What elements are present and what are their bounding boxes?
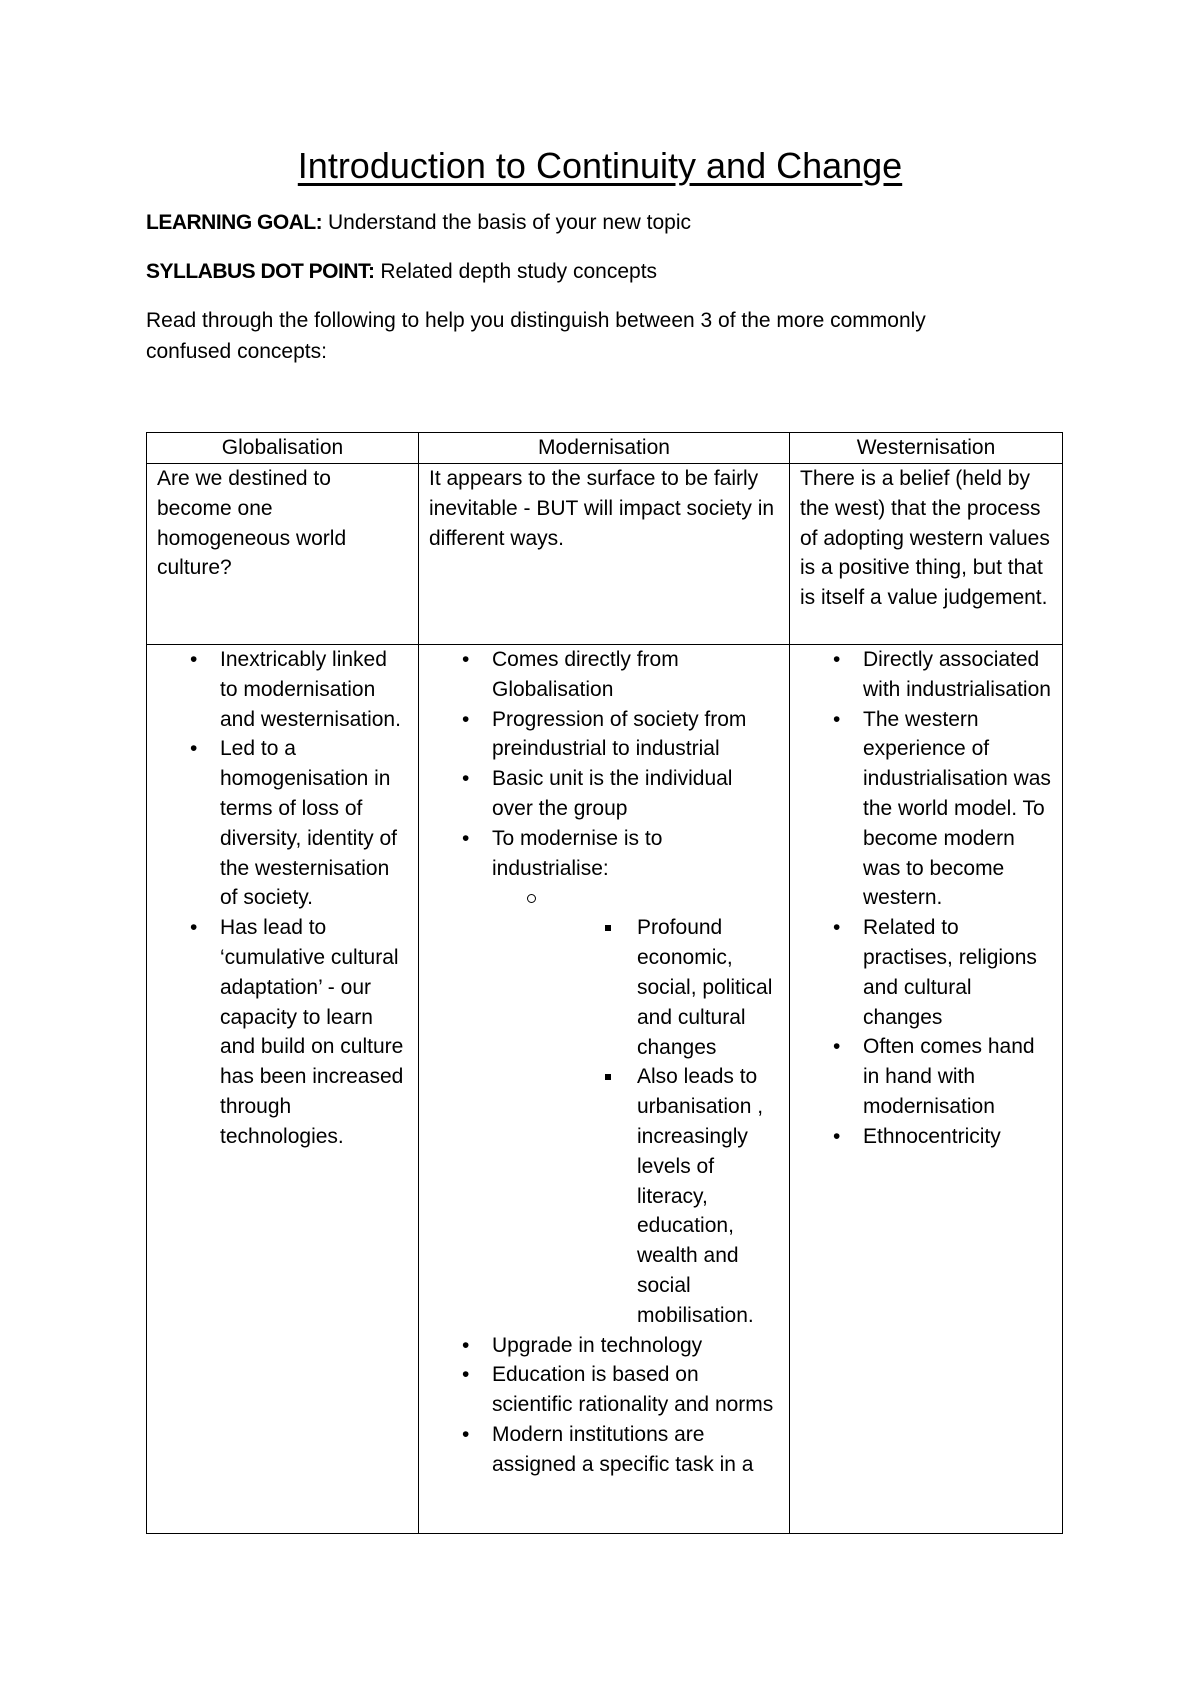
intro-line-2: confused concepts: — [146, 340, 327, 363]
list-item: • Upgrade in technology — [419, 1331, 779, 1361]
concepts-table — [146, 432, 1063, 1534]
intro-paragraph — [146, 305, 1046, 367]
page-title: Introduction to Continuity and Change — [297, 145, 903, 186]
header-westernisation: Westernisation — [790, 433, 1063, 464]
intro-globalisation: Are we destined to become one homogeneous world culture? — [147, 464, 419, 645]
learning-goal-label: LEARNING GOAL: — [146, 211, 323, 234]
syllabus-label: SYLLABUS DOT POINT: — [146, 260, 375, 283]
westernisation-bullet-list — [790, 645, 1052, 1152]
header-globalisation: Globalisation — [147, 433, 419, 464]
learning-goal — [146, 207, 1046, 238]
list-item: Also leads to urbanisation , increasingly levels of literacy, education, wealth and social mobilisation. — [419, 1062, 779, 1330]
list-item: • Directly associated with industrialisation — [790, 645, 1052, 705]
list-item: • To modernise is to industrialise: — [419, 824, 779, 884]
list-item: • Led to a homogenisation in terms of loss of diversity, identity of the westernisation of society. — [147, 734, 408, 913]
empty-sub-bullet — [419, 883, 779, 913]
list-item: • Comes directly from Globalisation — [419, 645, 779, 705]
list-item: • The western experience of industrialisation was the world model. To become modern was to become western. — [790, 705, 1052, 914]
table-header-row — [147, 433, 1063, 464]
list-item: • Ethnocentricity — [790, 1122, 1052, 1152]
list-item: • Progression of society from preindustrial to industrial — [419, 705, 779, 765]
table-points-row — [147, 645, 1063, 1534]
modernisation-bullet-list — [419, 645, 779, 1480]
header-modernisation: Modernisation — [419, 433, 790, 464]
modernisation-points-cell — [419, 645, 790, 1534]
list-item: • Inextricably linked to modernisation and westernisation. — [147, 645, 408, 734]
list-item: • Modern institutions are assigned a specific task in a — [419, 1420, 779, 1480]
learning-goal-text: Understand the basis of your new topic — [322, 211, 692, 234]
list-item: • Often comes hand in hand with modernisation — [790, 1032, 1052, 1121]
list-item: • Has lead to ‘cumulative cultural adaptation’ - our capacity to learn and build on culture has been increased through technologies. — [147, 913, 408, 1151]
westernisation-points-cell — [790, 645, 1063, 1534]
globalisation-points-cell — [147, 645, 419, 1534]
intro-line-1: Read through the following to help you distinguish between 3 of the more commonly — [146, 309, 926, 332]
intro-modernisation: It appears to the surface to be fairly inevitable - BUT will impact society in different ways. — [419, 464, 790, 645]
list-item: • Related to practises, religions and cultural changes — [790, 913, 1052, 1032]
list-item: • Education is based on scientific rationality and norms — [419, 1360, 779, 1420]
globalisation-bullet-list — [147, 645, 408, 1152]
intro-westernisation: There is a belief (held by the west) that the process of adopting western values is a positive thing, but that is itself a value judgement. — [790, 464, 1063, 645]
list-item: • Basic unit is the individual over the group — [419, 764, 779, 824]
table-intro-row — [147, 464, 1063, 645]
syllabus-dot-point — [146, 256, 1046, 287]
list-item: Profound economic, social, political and cultural changes — [419, 913, 779, 1062]
syllabus-text: Related depth study concepts — [374, 260, 658, 283]
